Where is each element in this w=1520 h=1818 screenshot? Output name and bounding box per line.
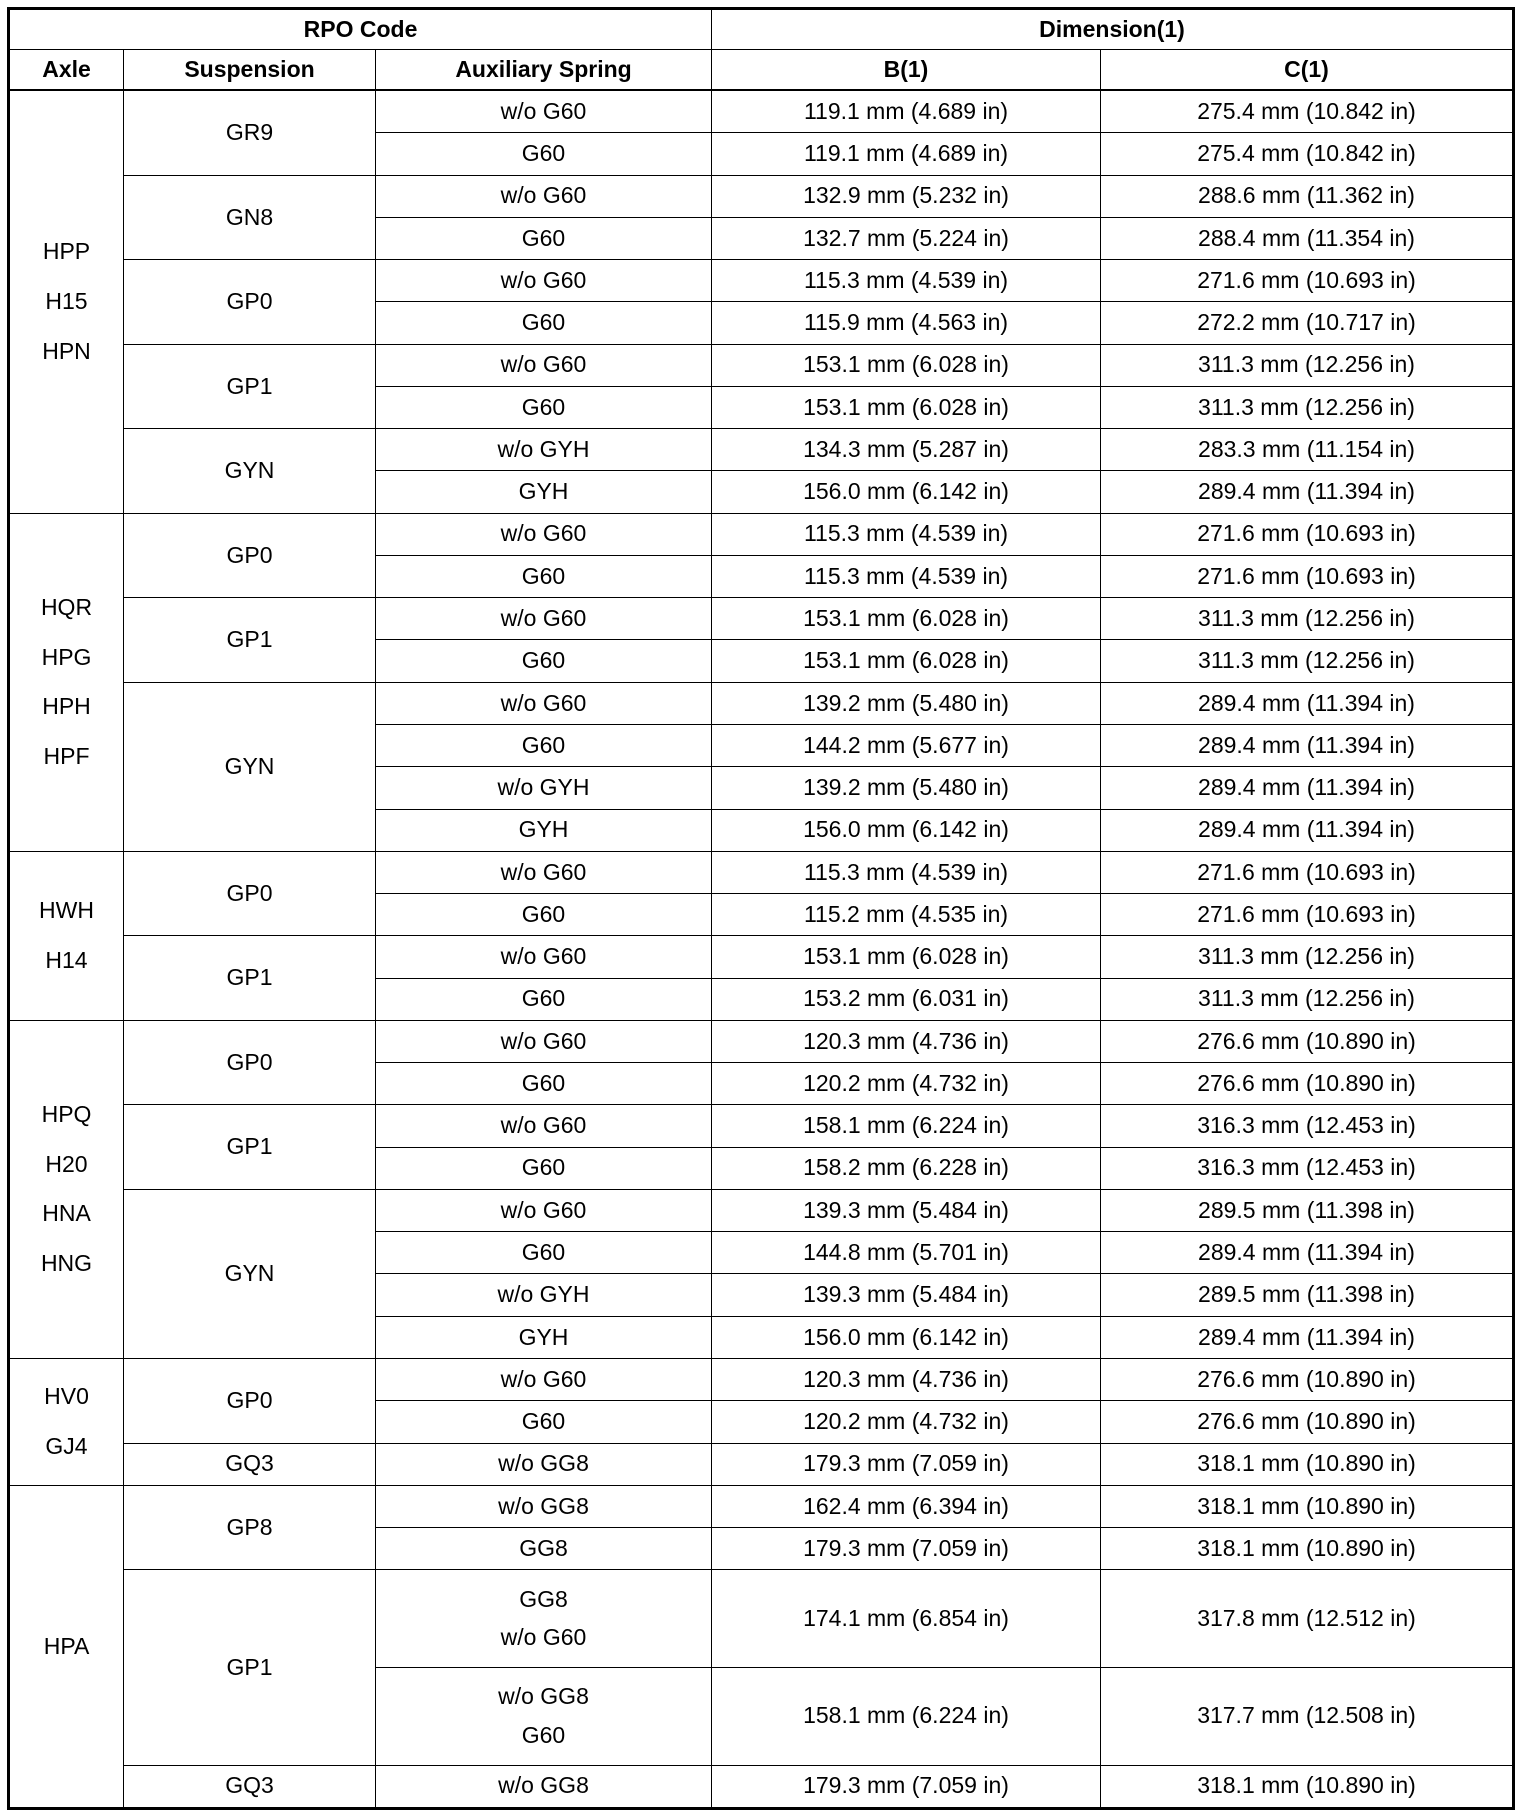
table-row <box>9 1358 1514 1400</box>
b-dimension-cell: 132.7 mm (5.224 in) <box>712 217 1101 259</box>
header-row-2 <box>9 50 1514 91</box>
auxiliary-spring-cell <box>376 894 712 936</box>
suspension-cell: GYN <box>124 682 376 851</box>
c-dimension-cell: 271.6 mm (10.693 in) <box>1101 260 1514 302</box>
b-dimension-cell: 134.3 mm (5.287 in) <box>712 429 1101 471</box>
table-row <box>9 1105 1514 1147</box>
axle-cell <box>9 1485 124 1808</box>
suspension-cell: GP0 <box>124 260 376 345</box>
c-dimension-cell: 289.5 mm (11.398 in) <box>1101 1274 1514 1316</box>
c-dimension-cell: 318.1 mm (10.890 in) <box>1101 1765 1514 1808</box>
table-row <box>9 513 1514 555</box>
suspension-cell: GP0 <box>124 851 376 936</box>
c-dimension-cell: 283.3 mm (11.154 in) <box>1101 429 1514 471</box>
auxiliary-spring-code: G60 <box>521 985 566 1012</box>
auxiliary-spring-cell <box>376 1020 712 1062</box>
b-dimension-cell: 120.3 mm (4.736 in) <box>712 1020 1101 1062</box>
b-dimension-cell: 158.1 mm (6.224 in) <box>712 1105 1101 1147</box>
auxiliary-spring-code: G60 <box>521 562 566 589</box>
c-dimension-header: C(1) <box>1101 50 1514 91</box>
c-dimension-cell: 276.6 mm (10.890 in) <box>1101 1358 1514 1400</box>
b-dimension-cell: 120.2 mm (4.732 in) <box>712 1401 1101 1443</box>
auxiliary-spring-code: G60 <box>521 309 566 336</box>
axle-code: HPQ <box>41 1101 92 1128</box>
auxiliary-spring-code: w/o G60 <box>500 266 587 293</box>
axle-cell <box>9 1020 124 1358</box>
dimension-header: Dimension(1) <box>712 9 1514 50</box>
auxiliary-spring-code: G60 <box>521 1069 566 1096</box>
auxiliary-spring-cell <box>376 1667 712 1765</box>
auxiliary-spring-code: w/o G60 <box>500 605 587 632</box>
auxiliary-spring-cell <box>376 724 712 766</box>
suspension-cell: GN8 <box>124 175 376 260</box>
c-dimension-cell: 271.6 mm (10.693 in) <box>1101 894 1514 936</box>
table-row <box>9 1485 1514 1527</box>
b-dimension-cell: 119.1 mm (4.689 in) <box>712 133 1101 175</box>
auxiliary-spring-cell <box>376 1189 712 1231</box>
axle-cell <box>9 851 124 1020</box>
axle-code: H14 <box>45 946 88 973</box>
auxiliary-spring-code: w/o GYH <box>497 435 590 462</box>
table-row <box>9 936 1514 978</box>
auxiliary-spring-code: GYH <box>518 478 569 505</box>
auxiliary-spring-code: G60 <box>521 1239 566 1265</box>
suspension-cell: GP1 <box>124 598 376 683</box>
auxiliary-spring-cell <box>376 682 712 724</box>
c-dimension-cell: 311.3 mm (12.256 in) <box>1101 386 1514 428</box>
b-dimension-header: B(1) <box>712 50 1101 91</box>
auxiliary-spring-code: w/o G60 <box>500 1365 587 1392</box>
table-row <box>9 175 1514 217</box>
axle-code: HNG <box>40 1250 93 1276</box>
c-dimension-cell: 311.3 mm (12.256 in) <box>1101 598 1514 640</box>
b-dimension-cell: 153.1 mm (6.028 in) <box>712 936 1101 978</box>
suspension-header: Suspension <box>124 50 376 91</box>
auxiliary-spring-code: w/o G60 <box>500 943 587 970</box>
auxiliary-spring-code: G60 <box>521 647 566 674</box>
b-dimension-cell: 156.0 mm (6.142 in) <box>712 471 1101 513</box>
b-dimension-cell: 153.1 mm (6.028 in) <box>712 386 1101 428</box>
auxiliary-spring-code: w/o G60 <box>500 1112 587 1139</box>
c-dimension-cell: 317.8 mm (12.512 in) <box>1101 1570 1514 1668</box>
b-dimension-cell: 139.2 mm (5.480 in) <box>712 767 1101 809</box>
auxiliary-spring-code: GYH <box>518 1323 569 1350</box>
auxiliary-spring-cell <box>376 471 712 513</box>
b-dimension-cell: 115.2 mm (4.535 in) <box>712 894 1101 936</box>
b-dimension-cell: 115.3 mm (4.539 in) <box>712 555 1101 597</box>
auxiliary-spring-cell <box>376 1443 712 1485</box>
axle-header: Axle <box>9 50 124 91</box>
auxiliary-spring-cell <box>376 344 712 386</box>
table-row <box>9 90 1514 133</box>
auxiliary-spring-cell <box>376 809 712 851</box>
auxiliary-spring-code: G60 <box>521 1154 566 1181</box>
c-dimension-cell: 316.3 mm (12.453 in) <box>1101 1147 1514 1189</box>
table-row <box>9 1443 1514 1485</box>
c-dimension-cell: 271.6 mm (10.693 in) <box>1101 513 1514 555</box>
auxiliary-spring-cell <box>376 936 712 978</box>
b-dimension-cell: 158.2 mm (6.228 in) <box>712 1147 1101 1189</box>
auxiliary-spring-cell <box>376 1316 712 1358</box>
auxiliary-spring-code: GG8 <box>519 1534 568 1561</box>
auxiliary-spring-code: GYH <box>518 816 569 843</box>
suspension-cell: GP1 <box>124 344 376 429</box>
auxiliary-spring-cell <box>376 598 712 640</box>
suspension-cell: GP1 <box>124 1570 376 1765</box>
suspension-cell: GR9 <box>124 90 376 175</box>
table-row <box>9 1020 1514 1062</box>
auxiliary-spring-code: w/o GG8 <box>498 1450 589 1477</box>
b-dimension-cell: 153.1 mm (6.028 in) <box>712 640 1101 682</box>
b-dimension-cell: 115.3 mm (4.539 in) <box>712 513 1101 555</box>
c-dimension-cell: 271.6 mm (10.693 in) <box>1101 555 1514 597</box>
c-dimension-cell: 311.3 mm (12.256 in) <box>1101 978 1514 1020</box>
suspension-cell: GQ3 <box>124 1765 376 1808</box>
auxiliary-spring-cell <box>376 1274 712 1316</box>
b-dimension-cell: 115.3 mm (4.539 in) <box>712 260 1101 302</box>
auxiliary-spring-code: w/o GG8 <box>498 1683 589 1710</box>
auxiliary-spring-header: Auxiliary Spring <box>376 50 712 91</box>
table-row <box>9 1189 1514 1231</box>
b-dimension-cell: 158.1 mm (6.224 in) <box>712 1667 1101 1765</box>
auxiliary-spring-code: w/o G60 <box>500 689 587 716</box>
c-dimension-cell: 311.3 mm (12.256 in) <box>1101 936 1514 978</box>
auxiliary-spring-cell <box>376 555 712 597</box>
table-row <box>9 598 1514 640</box>
c-dimension-cell: 276.6 mm (10.890 in) <box>1101 1063 1514 1105</box>
c-dimension-cell: 272.2 mm (10.717 in) <box>1101 302 1514 344</box>
b-dimension-cell: 139.3 mm (5.484 in) <box>712 1274 1101 1316</box>
auxiliary-spring-cell <box>376 978 712 1020</box>
auxiliary-spring-code: w/o GG8 <box>498 1492 589 1519</box>
c-dimension-cell: 318.1 mm (10.890 in) <box>1101 1443 1514 1485</box>
b-dimension-cell: 144.2 mm (5.677 in) <box>712 724 1101 766</box>
c-dimension-cell: 311.3 mm (12.256 in) <box>1101 640 1514 682</box>
c-dimension-cell: 289.4 mm (11.394 in) <box>1101 1316 1514 1358</box>
b-dimension-cell: 144.8 mm (5.701 in) <box>712 1232 1101 1274</box>
auxiliary-spring-code: w/o GG8 <box>498 1772 589 1799</box>
auxiliary-spring-code: w/o GYH <box>497 1281 590 1308</box>
suspension-cell: GP8 <box>124 1485 376 1570</box>
c-dimension-cell: 271.6 mm (10.693 in) <box>1101 851 1514 893</box>
c-dimension-cell: 289.4 mm (11.394 in) <box>1101 809 1514 851</box>
auxiliary-spring-cell <box>376 1358 712 1400</box>
table-row <box>9 344 1514 386</box>
axle-code: HWH <box>39 897 94 924</box>
table-row <box>9 1765 1514 1808</box>
suspension-cell: GP0 <box>124 1358 376 1443</box>
header-row-1 <box>9 9 1514 50</box>
axle-code: GJ4 <box>45 1432 88 1459</box>
auxiliary-spring-code: G60 <box>521 393 566 420</box>
c-dimension-cell: 318.1 mm (10.890 in) <box>1101 1528 1514 1570</box>
auxiliary-spring-cell <box>376 429 712 471</box>
auxiliary-spring-cell <box>376 513 712 555</box>
c-dimension-cell: 289.4 mm (11.394 in) <box>1101 682 1514 724</box>
auxiliary-spring-code: w/o G60 <box>500 1027 587 1054</box>
axle-code: H15 <box>45 288 88 315</box>
axle-cell <box>9 1358 124 1485</box>
auxiliary-spring-code: G60 <box>521 140 566 167</box>
auxiliary-spring-cell <box>376 133 712 175</box>
b-dimension-cell: 156.0 mm (6.142 in) <box>712 809 1101 851</box>
b-dimension-cell: 120.3 mm (4.736 in) <box>712 1358 1101 1400</box>
rpo-dimension-table <box>7 7 1515 1810</box>
auxiliary-spring-cell <box>376 217 712 259</box>
auxiliary-spring-code: w/o G60 <box>500 1624 587 1651</box>
c-dimension-cell: 275.4 mm (10.842 in) <box>1101 90 1514 133</box>
auxiliary-spring-code: w/o G60 <box>500 520 587 547</box>
b-dimension-cell: 179.3 mm (7.059 in) <box>712 1443 1101 1485</box>
axle-code: HPP <box>42 238 91 265</box>
b-dimension-cell: 120.2 mm (4.732 in) <box>712 1063 1101 1105</box>
auxiliary-spring-cell <box>376 1401 712 1443</box>
table-row <box>9 1570 1514 1668</box>
auxiliary-spring-cell <box>376 1528 712 1570</box>
table-row <box>9 260 1514 302</box>
b-dimension-cell: 139.3 mm (5.484 in) <box>712 1189 1101 1231</box>
b-dimension-cell: 156.0 mm (6.142 in) <box>712 1316 1101 1358</box>
c-dimension-cell: 288.6 mm (11.362 in) <box>1101 175 1514 217</box>
auxiliary-spring-cell <box>376 386 712 428</box>
suspension-cell: GP1 <box>124 936 376 1021</box>
table-body <box>9 90 1514 1809</box>
auxiliary-spring-code: w/o G60 <box>500 1196 587 1223</box>
b-dimension-cell: 132.9 mm (5.232 in) <box>712 175 1101 217</box>
auxiliary-spring-cell <box>376 640 712 682</box>
table-row <box>9 429 1514 471</box>
auxiliary-spring-cell <box>376 260 712 302</box>
auxiliary-spring-code: G60 <box>521 900 566 927</box>
auxiliary-spring-cell <box>376 175 712 217</box>
b-dimension-cell: 115.3 mm (4.539 in) <box>712 851 1101 893</box>
b-dimension-cell: 119.1 mm (4.689 in) <box>712 90 1101 133</box>
suspension-cell: GYN <box>124 1189 376 1358</box>
b-dimension-cell: 153.1 mm (6.028 in) <box>712 598 1101 640</box>
auxiliary-spring-cell <box>376 1147 712 1189</box>
auxiliary-spring-code: w/o G60 <box>500 351 587 378</box>
c-dimension-cell: 316.3 mm (12.453 in) <box>1101 1105 1514 1147</box>
auxiliary-spring-code: w/o G60 <box>500 182 587 209</box>
auxiliary-spring-code: w/o G60 <box>500 858 587 885</box>
suspension-cell: GYN <box>124 429 376 514</box>
c-dimension-cell: 276.6 mm (10.890 in) <box>1101 1020 1514 1062</box>
auxiliary-spring-code: w/o G60 <box>500 97 587 124</box>
axle-code: HQR <box>40 594 93 621</box>
c-dimension-cell: 289.4 mm (11.394 in) <box>1101 1232 1514 1274</box>
axle-code: HPG <box>41 643 92 670</box>
c-dimension-cell: 317.7 mm (12.508 in) <box>1101 1667 1514 1765</box>
axle-code: HPH <box>42 693 91 720</box>
auxiliary-spring-code: G60 <box>521 731 566 758</box>
auxiliary-spring-cell <box>376 851 712 893</box>
auxiliary-spring-cell <box>376 1232 712 1274</box>
b-dimension-cell: 153.2 mm (6.031 in) <box>712 978 1101 1020</box>
suspension-cell: GP0 <box>124 1020 376 1105</box>
b-dimension-cell: 115.9 mm (4.563 in) <box>712 302 1101 344</box>
axle-cell <box>9 90 124 513</box>
axle-code: HNA <box>42 1200 91 1227</box>
c-dimension-cell: 289.5 mm (11.398 in) <box>1101 1189 1514 1231</box>
auxiliary-spring-cell <box>376 1485 712 1527</box>
c-dimension-cell: 311.3 mm (12.256 in) <box>1101 344 1514 386</box>
auxiliary-spring-code: GG8 <box>519 1585 568 1612</box>
suspension-cell: GQ3 <box>124 1443 376 1485</box>
b-dimension-cell: 139.2 mm (5.480 in) <box>712 682 1101 724</box>
rpo-code-header: RPO Code <box>9 9 712 50</box>
axle-code: HPF <box>43 742 90 769</box>
axle-cell <box>9 513 124 851</box>
c-dimension-cell: 275.4 mm (10.842 in) <box>1101 133 1514 175</box>
c-dimension-cell: 289.4 mm (11.394 in) <box>1101 767 1514 809</box>
b-dimension-cell: 179.3 mm (7.059 in) <box>712 1765 1101 1808</box>
b-dimension-cell: 179.3 mm (7.059 in) <box>712 1528 1101 1570</box>
auxiliary-spring-cell <box>376 1105 712 1147</box>
auxiliary-spring-cell <box>376 90 712 133</box>
suspension-cell: GP1 <box>124 1105 376 1190</box>
auxiliary-spring-cell <box>376 1063 712 1105</box>
auxiliary-spring-cell <box>376 1765 712 1808</box>
auxiliary-spring-cell <box>376 1570 712 1668</box>
axle-code: H20 <box>45 1150 88 1177</box>
auxiliary-spring-code: G60 <box>521 1721 566 1748</box>
auxiliary-spring-code: G60 <box>521 224 566 251</box>
c-dimension-cell: 288.4 mm (11.354 in) <box>1101 217 1514 259</box>
auxiliary-spring-code: w/o GYH <box>497 774 590 801</box>
b-dimension-cell: 174.1 mm (6.854 in) <box>712 1570 1101 1668</box>
axle-code: HPA <box>43 1632 90 1659</box>
c-dimension-cell: 318.1 mm (10.890 in) <box>1101 1485 1514 1527</box>
axle-code: HV0 <box>44 1383 89 1410</box>
c-dimension-cell: 289.4 mm (11.394 in) <box>1101 724 1514 766</box>
auxiliary-spring-code: G60 <box>521 1408 566 1435</box>
table-row <box>9 851 1514 893</box>
suspension-cell: GP0 <box>124 513 376 598</box>
b-dimension-cell: 153.1 mm (6.028 in) <box>712 344 1101 386</box>
table-row <box>9 682 1514 724</box>
auxiliary-spring-cell <box>376 767 712 809</box>
c-dimension-cell: 289.4 mm (11.394 in) <box>1101 471 1514 513</box>
c-dimension-cell: 276.6 mm (10.890 in) <box>1101 1401 1514 1443</box>
axle-code: HPN <box>42 337 91 364</box>
b-dimension-cell: 162.4 mm (6.394 in) <box>712 1485 1101 1527</box>
auxiliary-spring-cell <box>376 302 712 344</box>
